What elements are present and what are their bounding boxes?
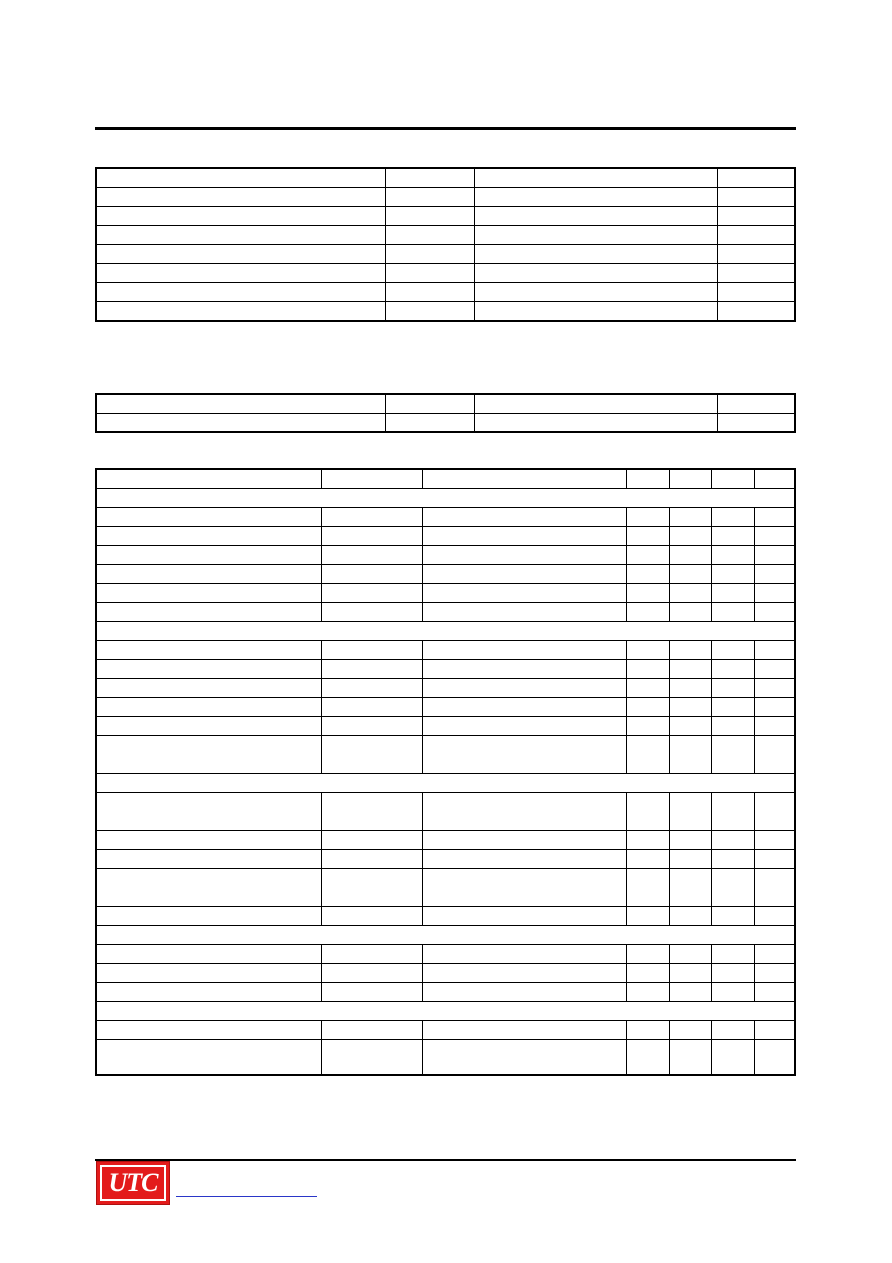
- table-column-divider: [717, 169, 718, 320]
- table-column-divider: [711, 792, 712, 925]
- utc-logo: [96, 1161, 170, 1205]
- table-row-divider: [97, 925, 794, 926]
- table-row-divider: [97, 206, 794, 207]
- footer-rule: [95, 1159, 796, 1161]
- table-column-divider: [711, 507, 712, 621]
- table-column-divider: [422, 507, 423, 621]
- table-column-divider: [669, 507, 670, 621]
- table-column-divider: [711, 944, 712, 1001]
- table-column-divider: [754, 470, 755, 488]
- table-column-divider: [321, 944, 322, 1001]
- table-column-divider: [711, 640, 712, 773]
- table-column-divider: [669, 470, 670, 488]
- table-row-divider: [97, 697, 794, 698]
- table-row-divider: [97, 564, 794, 565]
- table-row-divider: [97, 263, 794, 264]
- table-column-divider: [422, 944, 423, 1001]
- table-column-divider: [754, 640, 755, 773]
- table-column-divider: [321, 470, 322, 488]
- table-column-divider: [385, 395, 386, 431]
- table-row-divider: [97, 678, 794, 679]
- table-row-divider: [97, 187, 794, 188]
- table-row-divider: [97, 773, 794, 774]
- table-column-divider: [754, 1020, 755, 1074]
- table-row-divider: [97, 621, 794, 622]
- table-column-divider: [754, 944, 755, 1001]
- table-row-divider: [97, 225, 794, 226]
- table-column-divider: [626, 1020, 627, 1074]
- table-1: [95, 167, 796, 322]
- table-column-divider: [711, 1020, 712, 1074]
- table-row-divider: [97, 659, 794, 660]
- table-row-divider: [97, 982, 794, 983]
- table-column-divider: [626, 944, 627, 1001]
- table-column-divider: [626, 507, 627, 621]
- table-row-divider: [97, 849, 794, 850]
- table-column-divider: [669, 944, 670, 1001]
- table-column-divider: [669, 792, 670, 925]
- table-column-divider: [626, 470, 627, 488]
- table-row-divider: [97, 1001, 794, 1002]
- table-row-divider: [97, 944, 794, 945]
- table-column-divider: [422, 470, 423, 488]
- table-column-divider: [474, 169, 475, 320]
- table-column-divider: [717, 395, 718, 431]
- table-row-divider: [97, 602, 794, 603]
- table-column-divider: [626, 792, 627, 925]
- table-row-divider: [97, 526, 794, 527]
- table-column-divider: [754, 792, 755, 925]
- table-3: [95, 468, 796, 1076]
- table-column-divider: [321, 507, 322, 621]
- table-row-divider: [97, 735, 794, 736]
- table-row-divider: [97, 413, 794, 414]
- table-column-divider: [422, 792, 423, 925]
- table-row-divider: [97, 716, 794, 717]
- table-2: [95, 393, 796, 433]
- table-row-divider: [97, 282, 794, 283]
- table-column-divider: [321, 1020, 322, 1074]
- table-row-divider: [97, 792, 794, 793]
- table-row-divider: [97, 301, 794, 302]
- table-column-divider: [626, 640, 627, 773]
- table-column-divider: [711, 470, 712, 488]
- table-row-divider: [97, 488, 794, 489]
- table-row-divider: [97, 244, 794, 245]
- table-column-divider: [754, 507, 755, 621]
- table-row-divider: [97, 868, 794, 869]
- table-row-divider: [97, 830, 794, 831]
- footer-link[interactable]: [176, 1196, 317, 1197]
- table-column-divider: [669, 640, 670, 773]
- table-row-divider: [97, 507, 794, 508]
- table-column-divider: [422, 1020, 423, 1074]
- table-column-divider: [422, 640, 423, 773]
- table-row-divider: [97, 545, 794, 546]
- table-row-divider: [97, 906, 794, 907]
- table-row-divider: [97, 1039, 794, 1040]
- logo-text: UTC: [108, 1168, 158, 1197]
- top-rule: [95, 127, 796, 130]
- table-column-divider: [474, 395, 475, 431]
- table-row-divider: [97, 963, 794, 964]
- table-row-divider: [97, 583, 794, 584]
- table-row-divider: [97, 640, 794, 641]
- table-column-divider: [321, 640, 322, 773]
- table-column-divider: [321, 792, 322, 925]
- table-column-divider: [669, 1020, 670, 1074]
- table-row-divider: [97, 1020, 794, 1021]
- table-column-divider: [385, 169, 386, 320]
